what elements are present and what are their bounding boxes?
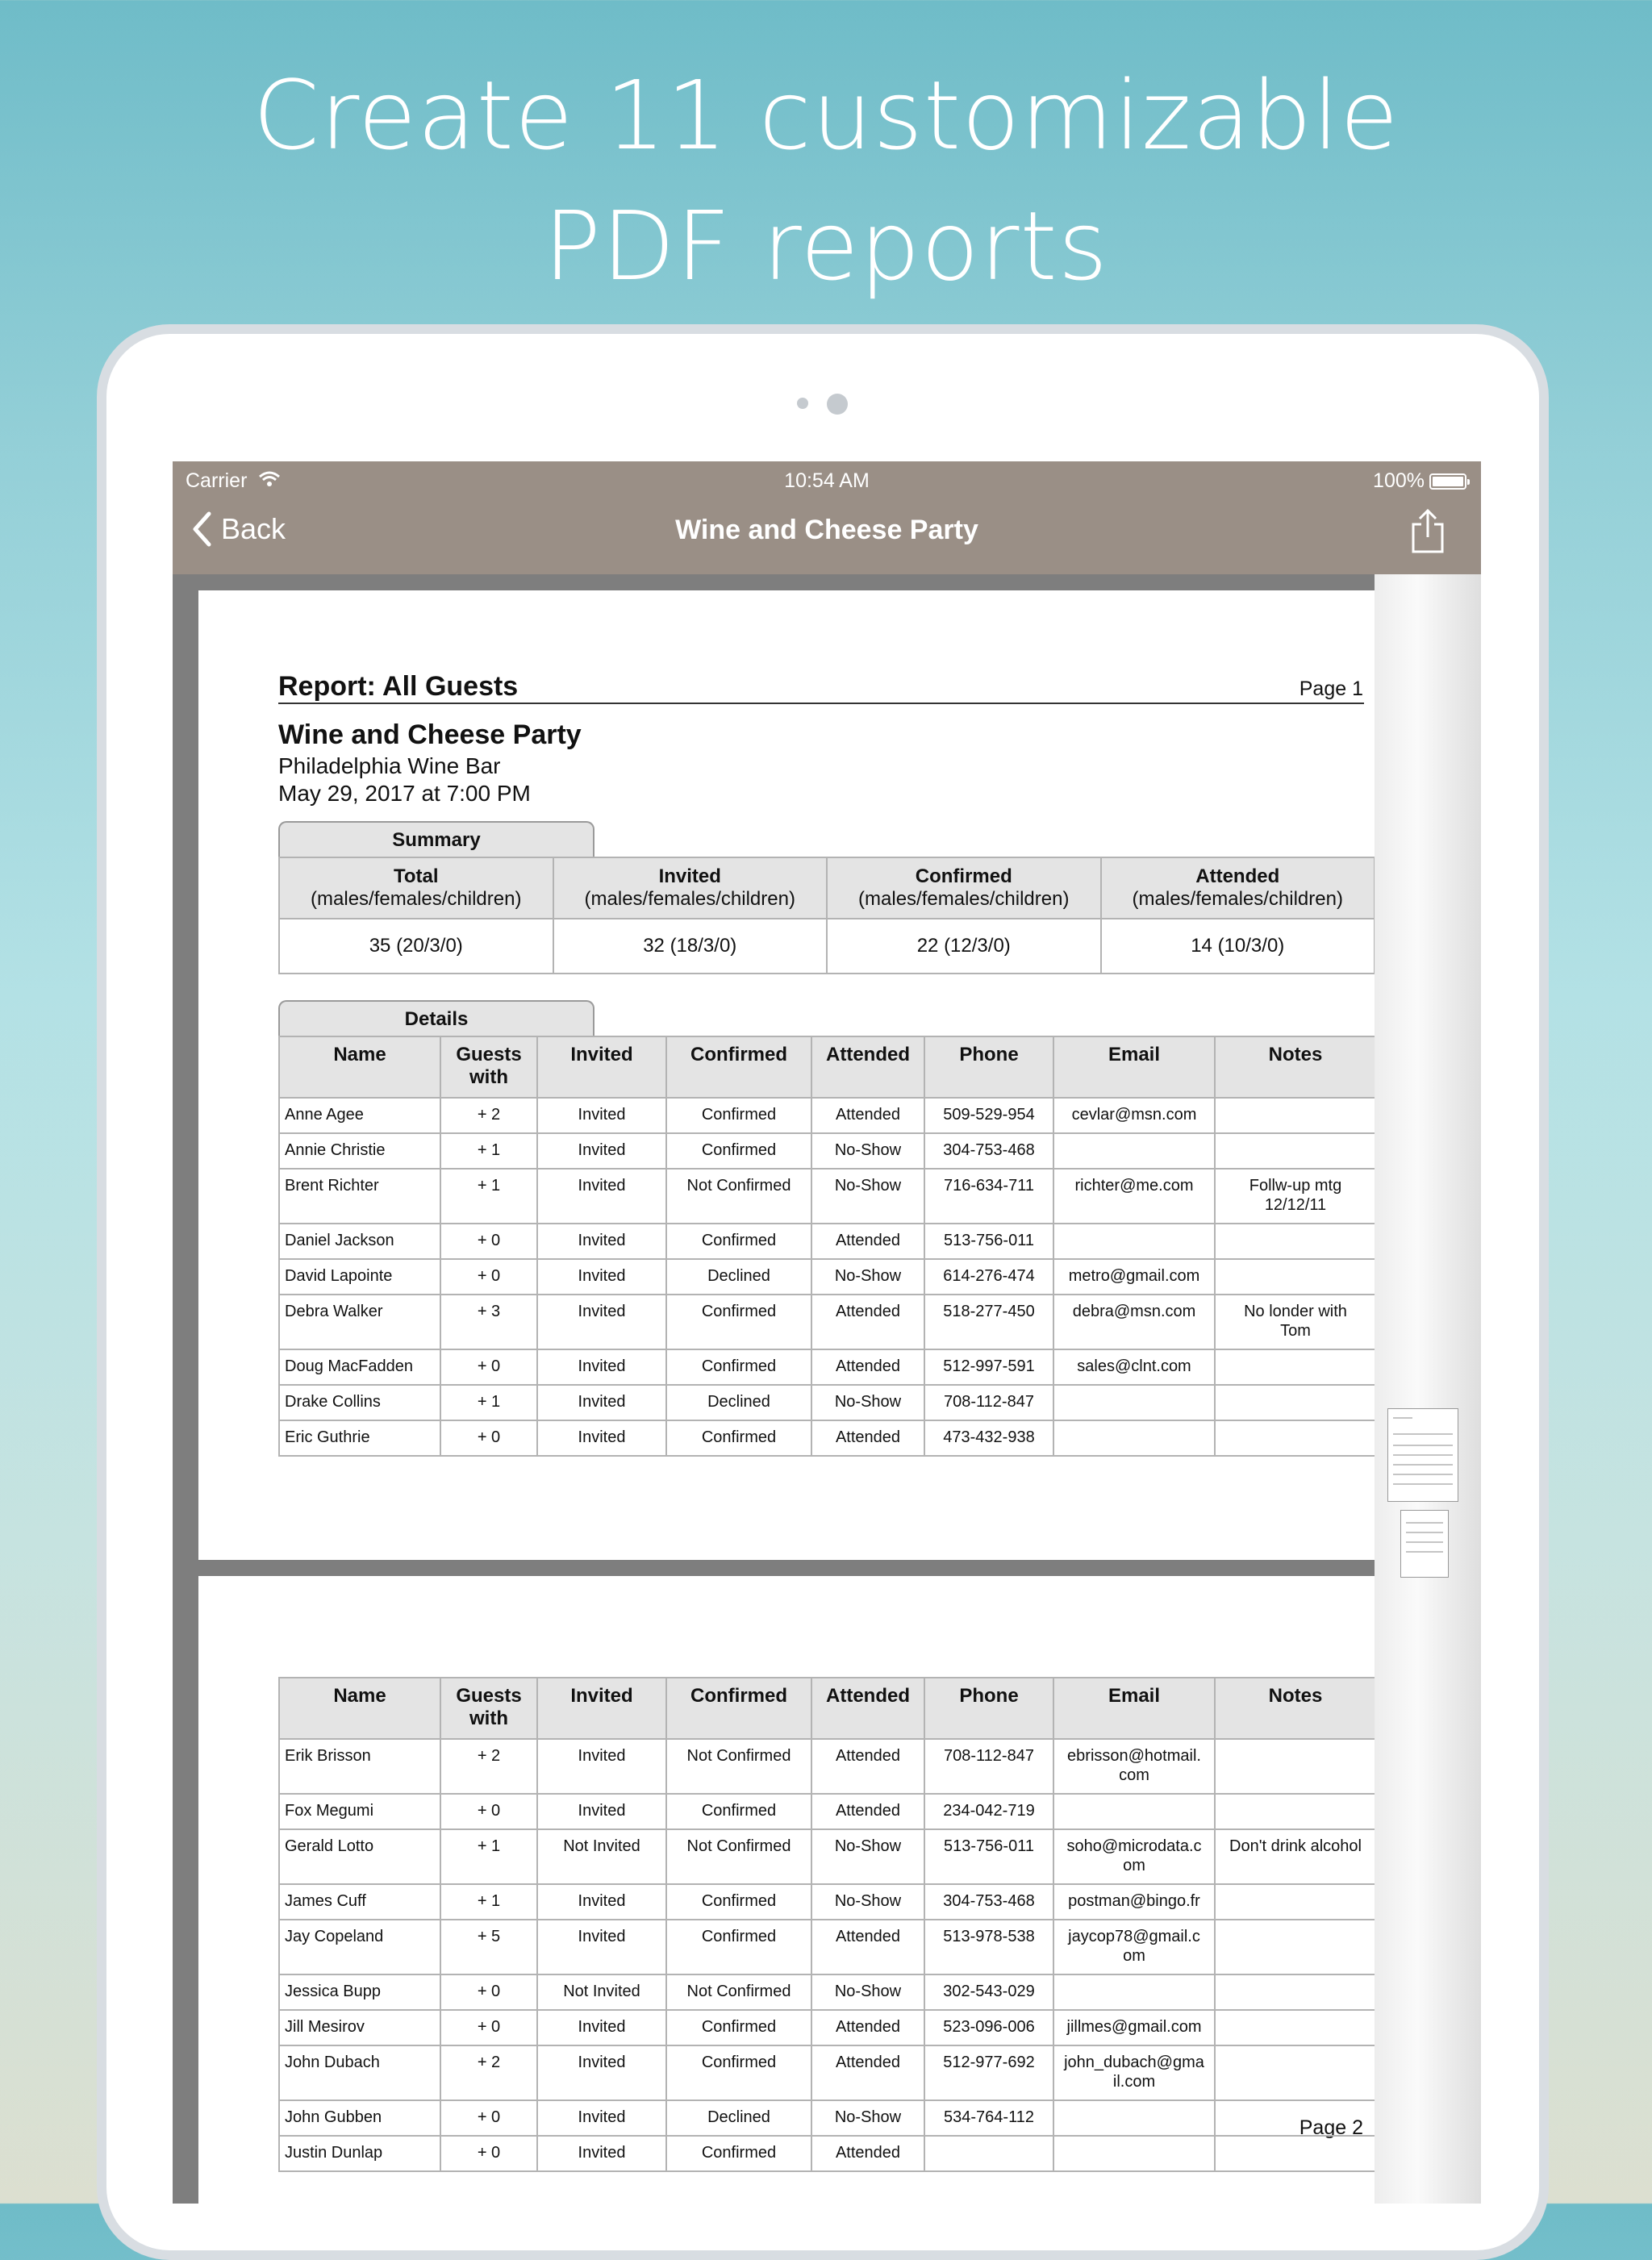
- column-header-phone: Phone: [924, 1036, 1053, 1098]
- table-row: [279, 1295, 1376, 1349]
- cell-confirmed: Declined: [666, 1385, 811, 1420]
- cell-invited: Invited: [537, 1920, 666, 1974]
- cell-guests: + 0: [440, 2100, 537, 2136]
- cell-phone: 518-277-450: [924, 1295, 1053, 1349]
- summary-attended: 14 (10/3/0): [1101, 919, 1375, 974]
- cell-name: David Lapointe: [279, 1259, 440, 1295]
- cell-notes: No londer with Tom: [1215, 1295, 1376, 1349]
- cell-notes: [1215, 2136, 1376, 2171]
- cell-attended: No-Show: [811, 1829, 924, 1884]
- cell-confirmed: Confirmed: [666, 1420, 811, 1456]
- page-thumbnail-1[interactable]: [1387, 1408, 1458, 1502]
- cell-confirmed: Declined: [666, 1259, 811, 1295]
- cell-phone: 513-756-011: [924, 1829, 1053, 1884]
- column-header-attended: Attended: [811, 1036, 924, 1098]
- table-row: [279, 1259, 1376, 1295]
- cell-email: [1053, 1224, 1215, 1259]
- cell-phone: 512-997-591: [924, 1349, 1053, 1385]
- marketing-headline: [0, 50, 1652, 311]
- details-header-row: [279, 1678, 1376, 1739]
- cell-attended: No-Show: [811, 1974, 924, 2010]
- cell-attended: Attended: [811, 1794, 924, 1829]
- column-header-guests: Guests with: [440, 1678, 537, 1739]
- cell-name: Erik Brisson: [279, 1739, 440, 1794]
- table-row: [279, 2045, 1376, 2100]
- cell-confirmed: Not Confirmed: [666, 1169, 811, 1224]
- cell-invited: Invited: [537, 2100, 666, 2136]
- cell-phone: 523-096-006: [924, 2010, 1053, 2045]
- cell-name: Jay Copeland: [279, 1920, 440, 1974]
- cell-guests: + 2: [440, 1739, 537, 1794]
- headline-line-2: PDF reports: [543, 190, 1109, 302]
- cell-name: John Dubach: [279, 2045, 440, 2100]
- cell-confirmed: Confirmed: [666, 1224, 811, 1259]
- table-row: [279, 1974, 1376, 2010]
- cell-attended: Attended: [811, 2010, 924, 2045]
- column-header-name: Name: [279, 1678, 440, 1739]
- cell-attended: Attended: [811, 2136, 924, 2171]
- table-row: [279, 1385, 1376, 1420]
- table-row: [279, 2010, 1376, 2045]
- cell-name: Drake Collins: [279, 1385, 440, 1420]
- page-thumbnail-2[interactable]: [1400, 1510, 1449, 1578]
- cell-notes: [1215, 2100, 1376, 2136]
- cell-email: [1053, 1794, 1215, 1829]
- cell-phone: 513-756-011: [924, 1224, 1053, 1259]
- cell-guests: + 2: [440, 1098, 537, 1133]
- navigation-bar: [173, 461, 1481, 574]
- cell-attended: Attended: [811, 1295, 924, 1349]
- cell-email: [1053, 2100, 1215, 2136]
- cell-attended: No-Show: [811, 1133, 924, 1169]
- title-divider: [278, 703, 1364, 704]
- cell-email: [1053, 1420, 1215, 1456]
- cell-phone: 302-543-029: [924, 1974, 1053, 2010]
- report-title: Report: All Guests: [278, 671, 519, 702]
- cell-attended: Attended: [811, 1920, 924, 1974]
- table-row: [279, 1349, 1376, 1385]
- details-table-page-2: [278, 1677, 1377, 2172]
- cell-email: ebrisson@hotmail. com: [1053, 1739, 1215, 1794]
- cell-attended: Attended: [811, 1420, 924, 1456]
- cell-confirmed: Confirmed: [666, 2045, 811, 2100]
- cell-attended: No-Show: [811, 2100, 924, 2136]
- cell-notes: [1215, 1259, 1376, 1295]
- cell-attended: Attended: [811, 1739, 924, 1794]
- cell-phone: 234-042-719: [924, 1794, 1053, 1829]
- cell-name: Daniel Jackson: [279, 1224, 440, 1259]
- summary-header-confirmed: Confirmed (males/females/children): [827, 857, 1101, 919]
- cell-attended: Attended: [811, 1098, 924, 1133]
- cell-notes: [1215, 1920, 1376, 1974]
- page-number: Page 1: [1299, 678, 1363, 700]
- cell-email: jillmes@gmail.com: [1053, 2010, 1215, 2045]
- cell-phone: 513-978-538: [924, 1920, 1053, 1974]
- cell-guests: + 0: [440, 1259, 537, 1295]
- cell-phone: 509-529-954: [924, 1098, 1053, 1133]
- column-header-email: Email: [1053, 1036, 1215, 1098]
- cell-invited: Invited: [537, 1133, 666, 1169]
- cell-notes: [1215, 1224, 1376, 1259]
- cell-email: cevlar@msn.com: [1053, 1098, 1215, 1133]
- cell-invited: Invited: [537, 2136, 666, 2171]
- cell-guests: + 0: [440, 1974, 537, 2010]
- cell-confirmed: Confirmed: [666, 1098, 811, 1133]
- event-venue: Philadelphia Wine Bar: [278, 753, 501, 778]
- battery-icon: [1429, 473, 1466, 490]
- cell-email: jaycop78@gmail.c om: [1053, 1920, 1215, 1974]
- column-header-notes: Notes: [1215, 1678, 1376, 1739]
- column-header-guests: Guests with: [440, 1036, 537, 1098]
- cell-name: Annie Christie: [279, 1133, 440, 1169]
- cell-email: sales@clnt.com: [1053, 1349, 1215, 1385]
- cell-confirmed: Not Confirmed: [666, 1739, 811, 1794]
- details-header-row: [279, 1036, 1376, 1098]
- cell-guests: + 3: [440, 1295, 537, 1349]
- cell-notes: Don't drink alcohol: [1215, 1829, 1376, 1884]
- cell-invited: Not Invited: [537, 1974, 666, 2010]
- cell-phone: 304-753-468: [924, 1133, 1053, 1169]
- cell-phone: 512-977-692: [924, 2045, 1053, 2100]
- cell-name: James Cuff: [279, 1884, 440, 1920]
- cell-notes: [1215, 1974, 1376, 2010]
- nav-title: Wine and Cheese Party: [675, 515, 978, 545]
- cell-attended: No-Show: [811, 1884, 924, 1920]
- cell-notes: [1215, 1884, 1376, 1920]
- summary-total: 35 (20/3/0): [279, 919, 553, 974]
- summary-header-attended: Attended (males/females/children): [1101, 857, 1375, 919]
- cell-name: Jill Mesirov: [279, 2010, 440, 2045]
- cell-notes: [1215, 1133, 1376, 1169]
- cell-invited: Invited: [537, 1295, 666, 1349]
- cell-notes: [1215, 1420, 1376, 1456]
- cell-notes: [1215, 2045, 1376, 2100]
- cell-notes: [1215, 2010, 1376, 2045]
- column-header-invited: Invited: [537, 1036, 666, 1098]
- cell-invited: Invited: [537, 1794, 666, 1829]
- cell-phone: 304-753-468: [924, 1884, 1053, 1920]
- cell-invited: Invited: [537, 2045, 666, 2100]
- column-header-email: Email: [1053, 1678, 1215, 1739]
- cell-attended: Attended: [811, 2045, 924, 2100]
- details-section-tab: Details: [278, 1000, 594, 1037]
- cell-invited: Invited: [537, 1739, 666, 1794]
- cell-email: [1053, 1974, 1215, 2010]
- cell-guests: + 0: [440, 1420, 537, 1456]
- cell-invited: Invited: [537, 1420, 666, 1456]
- table-row: [279, 2100, 1376, 2136]
- back-label: Back: [221, 512, 286, 545]
- cell-guests: + 1: [440, 1829, 537, 1884]
- column-header-invited: Invited: [537, 1678, 666, 1739]
- table-row: [279, 1133, 1376, 1169]
- event-name: Wine and Cheese Party: [278, 719, 582, 750]
- cell-name: Debra Walker: [279, 1295, 440, 1349]
- cell-phone: 473-432-938: [924, 1420, 1053, 1456]
- cell-confirmed: Confirmed: [666, 1920, 811, 1974]
- cell-guests: + 1: [440, 1385, 537, 1420]
- column-header-confirmed: Confirmed: [666, 1678, 811, 1739]
- summary-table: [278, 857, 1375, 974]
- cell-guests: + 1: [440, 1884, 537, 1920]
- cell-notes: Follw-up mtg 12/12/11: [1215, 1169, 1376, 1224]
- cell-invited: Invited: [537, 1385, 666, 1420]
- summary-invited: 32 (18/3/0): [553, 919, 828, 974]
- cell-confirmed: Confirmed: [666, 1133, 811, 1169]
- cell-name: John Gubben: [279, 2100, 440, 2136]
- carrier-label: Carrier: [186, 469, 248, 492]
- cell-invited: Invited: [537, 2010, 666, 2045]
- cell-name: Gerald Lotto: [279, 1829, 440, 1884]
- cell-attended: No-Show: [811, 1259, 924, 1295]
- cell-email: debra@msn.com: [1053, 1295, 1215, 1349]
- cell-phone: 614-276-474: [924, 1259, 1053, 1295]
- table-row: [279, 1420, 1376, 1456]
- column-header-notes: Notes: [1215, 1036, 1376, 1098]
- cell-invited: Invited: [537, 1098, 666, 1133]
- cell-guests: + 0: [440, 1224, 537, 1259]
- cell-phone: 716-634-711: [924, 1169, 1053, 1224]
- cell-email: soho@microdata.c om: [1053, 1829, 1215, 1884]
- page-number: Page 2: [1299, 2116, 1363, 2139]
- cell-attended: Attended: [811, 1224, 924, 1259]
- table-row: [279, 1920, 1376, 1974]
- cell-invited: Invited: [537, 1349, 666, 1385]
- cell-name: Jessica Bupp: [279, 1974, 440, 2010]
- cell-name: Anne Agee: [279, 1098, 440, 1133]
- cell-email: [1053, 1385, 1215, 1420]
- sensor-dot: [797, 398, 808, 409]
- cell-guests: + 0: [440, 2010, 537, 2045]
- summary-confirmed: 22 (12/3/0): [827, 919, 1101, 974]
- cell-guests: + 1: [440, 1133, 537, 1169]
- summary-section-tab: Summary: [278, 821, 594, 858]
- cell-name: Doug MacFadden: [279, 1349, 440, 1385]
- cell-name: Fox Megumi: [279, 1794, 440, 1829]
- summary-header-total: Total (males/females/children): [279, 857, 553, 919]
- cell-email: metro@gmail.com: [1053, 1259, 1215, 1295]
- details-table-page-1: [278, 1036, 1377, 1457]
- table-row: [279, 2136, 1376, 2171]
- cell-phone: 708-112-847: [924, 1739, 1053, 1794]
- cell-email: postman@bingo.fr: [1053, 1884, 1215, 1920]
- cell-confirmed: Confirmed: [666, 1884, 811, 1920]
- app-screen: [173, 461, 1481, 2204]
- cell-guests: + 5: [440, 1920, 537, 1974]
- cell-confirmed: Confirmed: [666, 2010, 811, 2045]
- cell-guests: + 0: [440, 1794, 537, 1829]
- cell-phone: 534-764-112: [924, 2100, 1053, 2136]
- cell-confirmed: Not Confirmed: [666, 1829, 811, 1884]
- column-header-attended: Attended: [811, 1678, 924, 1739]
- cell-phone: 708-112-847: [924, 1385, 1053, 1420]
- share-icon: [1410, 508, 1446, 553]
- cell-attended: No-Show: [811, 1169, 924, 1224]
- cell-name: Brent Richter: [279, 1169, 440, 1224]
- status-time: 10:54 AM: [784, 469, 870, 492]
- share-button[interactable]: [1410, 508, 1446, 557]
- cell-confirmed: Declined: [666, 2100, 811, 2136]
- cell-confirmed: Confirmed: [666, 1295, 811, 1349]
- cell-attended: No-Show: [811, 1385, 924, 1420]
- summary-header-invited: Invited (males/females/children): [553, 857, 828, 919]
- table-row: [279, 1224, 1376, 1259]
- cell-notes: [1215, 1098, 1376, 1133]
- cell-confirmed: Confirmed: [666, 1349, 811, 1385]
- table-row: [279, 1829, 1376, 1884]
- cell-notes: [1215, 1794, 1376, 1829]
- cell-email: richter@me.com: [1053, 1169, 1215, 1224]
- page-thumbnail-strip: [1375, 574, 1481, 2204]
- cell-email: [1053, 2136, 1215, 2171]
- cell-confirmed: Confirmed: [666, 2136, 811, 2171]
- cell-invited: Invited: [537, 1169, 666, 1224]
- cell-email: john_dubach@gma il.com: [1053, 2045, 1215, 2100]
- cell-phone: [924, 2136, 1053, 2171]
- cell-name: Justin Dunlap: [279, 2136, 440, 2171]
- headline-line-1: Create 11 customizable: [252, 60, 1400, 171]
- cell-confirmed: Confirmed: [666, 1794, 811, 1829]
- table-row: [279, 1098, 1376, 1133]
- cell-guests: + 0: [440, 1349, 537, 1385]
- battery-percent: 100%: [1373, 469, 1425, 492]
- column-header-name: Name: [279, 1036, 440, 1098]
- cell-invited: Not Invited: [537, 1829, 666, 1884]
- cell-guests: + 0: [440, 2136, 537, 2171]
- cell-notes: [1215, 1385, 1376, 1420]
- table-row: [279, 1884, 1376, 1920]
- event-date: May 29, 2017 at 7:00 PM: [278, 781, 531, 806]
- cell-notes: [1215, 1349, 1376, 1385]
- table-row: [279, 1794, 1376, 1829]
- cell-invited: Invited: [537, 1259, 666, 1295]
- cell-invited: Invited: [537, 1224, 666, 1259]
- cell-confirmed: Not Confirmed: [666, 1974, 811, 2010]
- cell-attended: Attended: [811, 1349, 924, 1385]
- cell-notes: [1215, 1739, 1376, 1794]
- cell-invited: Invited: [537, 1884, 666, 1920]
- column-header-phone: Phone: [924, 1678, 1053, 1739]
- cell-email: [1053, 1133, 1215, 1169]
- cell-guests: + 1: [440, 1169, 537, 1224]
- camera-dot: [827, 394, 848, 415]
- pdf-page-2: [198, 1576, 1375, 2204]
- pdf-page-1: [198, 590, 1375, 1560]
- cell-guests: + 2: [440, 2045, 537, 2100]
- column-header-confirmed: Confirmed: [666, 1036, 811, 1098]
- status-battery: [1373, 469, 1466, 493]
- table-row: [279, 1169, 1376, 1224]
- table-row: [279, 1739, 1376, 1794]
- cell-name: Eric Guthrie: [279, 1420, 440, 1456]
